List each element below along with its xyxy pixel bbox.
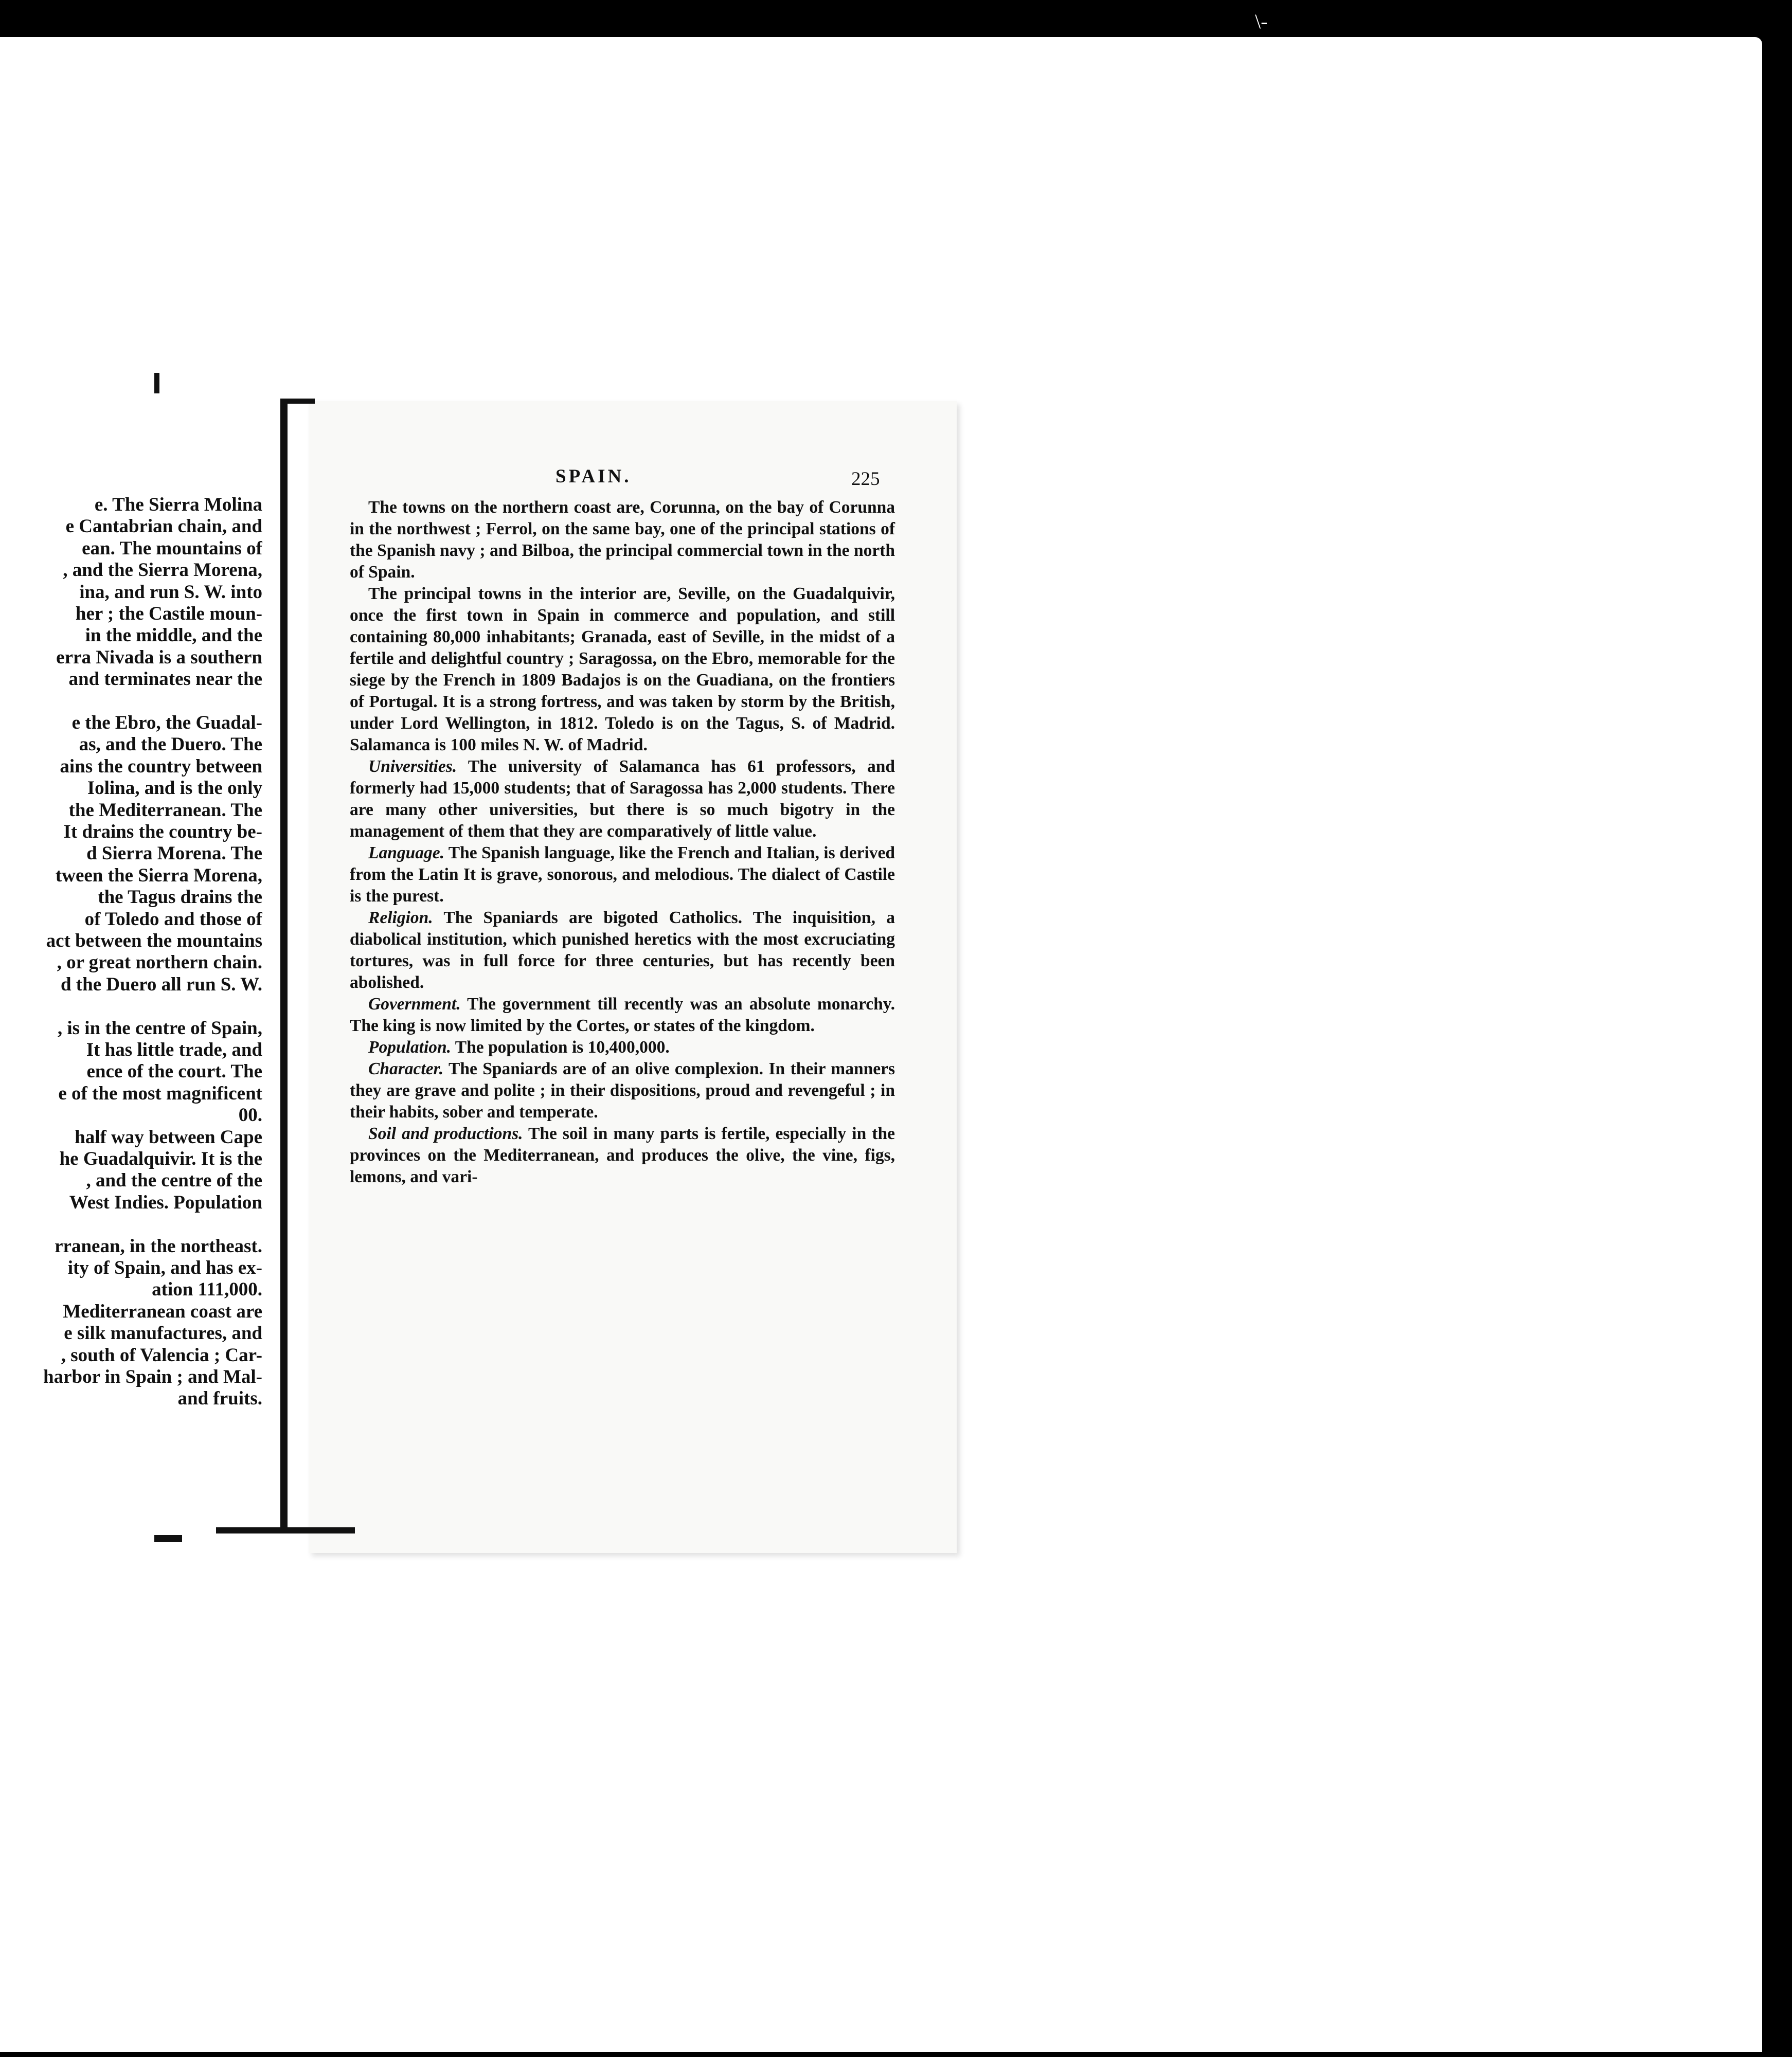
left-page-line: , or great northern chain.	[57, 952, 262, 973]
section-heading: Character.	[368, 1059, 444, 1078]
page-border-bottom	[216, 1527, 355, 1533]
left-page-line: Iolina, and is the only	[87, 778, 262, 799]
left-page-line: the Tagus drains the	[98, 887, 262, 908]
left-page-line: e. The Sierra Molina	[94, 494, 262, 515]
left-page-line: ity of Spain, and has ex-	[67, 1257, 262, 1278]
scan-mark-bottom: ● ● ● ●	[998, 2029, 1097, 2048]
page-border-line	[280, 399, 288, 1532]
left-page-line: Mediterranean coast are	[63, 1301, 262, 1322]
page-number: 225	[851, 468, 880, 490]
paragraph-text: The Spaniards are of an olive complexion. In their manners they are grave and polite ; in their dispositions, proud and revengeful ; in their habits, sober and temperate.	[350, 1059, 895, 1122]
page-border-top	[284, 399, 315, 404]
left-page-line: in the middle, and the	[85, 625, 262, 646]
right-page	[309, 401, 957, 1553]
left-page-line: her ; the Castile moun-	[75, 603, 262, 624]
section-heading: Religion.	[368, 908, 433, 927]
left-page-line: ina, and run S. W. into	[79, 581, 262, 603]
section-heading: Language.	[368, 843, 444, 862]
paragraph-text: The population is 10,400,000.	[451, 1038, 670, 1057]
left-page-line: and terminates near the	[68, 669, 262, 690]
left-page-line: he Guadalquivir. It is the	[59, 1148, 262, 1169]
paragraph-text: The Spanish language, like the French and Italian, is derived from the Latin It is grave, sonorous, and melodious. The dialect of Castile is the purest.	[350, 843, 895, 906]
left-page-line: e Cantabrian chain, and	[65, 516, 262, 537]
paragraph-universities	[350, 756, 895, 842]
left-page-line: rranean, in the northeast.	[55, 1235, 262, 1257]
left-page-line: the Mediterranean. The	[68, 799, 262, 821]
left-page-line: half way between Cape	[75, 1126, 262, 1148]
left-page-line: e silk manufactures, and	[64, 1323, 262, 1344]
paragraph-text: The Spaniards are bigoted Catholics. The inquisition, a diabolical institution, which punished heretics with the most excruciating tortures, was in full force for three centuries, but has recently been abolished.	[350, 908, 895, 992]
running-head: SPAIN.	[555, 466, 632, 487]
left-page-line: e the Ebro, the Guadal-	[71, 712, 262, 733]
left-page-line: and fruits.	[177, 1388, 262, 1410]
left-page-mark-bottom	[154, 1535, 182, 1542]
section-heading: Population.	[368, 1038, 452, 1057]
paragraph-population	[350, 1037, 895, 1058]
left-page-line: ence of the court. The	[86, 1061, 262, 1082]
left-page-line: ation 111,000.	[152, 1279, 262, 1301]
paragraph-character	[350, 1058, 895, 1123]
left-page-line: as, and the Duero. The	[79, 734, 262, 755]
page-body	[350, 497, 895, 1188]
paragraph-text: The university of Salamanca has 61 professors, and formerly had 15,000 students; that of Saragossa has 2,000 students. There are many other universities, but there is so much bigotry in the management of them that they are comparatively of little value.	[350, 757, 895, 841]
left-page-line: West Indies. Population	[69, 1192, 262, 1213]
left-page-line: e of the most magnificent	[58, 1082, 262, 1104]
section-heading: Universities.	[368, 757, 457, 776]
paragraph-language	[350, 842, 895, 907]
paragraph-soil	[350, 1123, 895, 1188]
paragraph-coastal-towns: The towns on the northern coast are, Corunna, on the bay of Corunna in the northwest ; Ferrol, on the same bay, one of the principal stations of the Spanish navy ; and Bilboa, the principal commercial town in the north of Spain.	[350, 498, 895, 582]
left-page-line: d Sierra Morena. The	[86, 843, 262, 864]
left-page-line: ean. The mountains of	[82, 537, 262, 559]
paragraph-interior-towns: The principal towns in the interior are, Seville, on the Guadalquivir, once the first town in Spain in commerce and population, and still containing 80,000 inhabitants; Granada, east of Seville, in the midst of a fertile and delightful country ; Saragossa, on the Ebro, memorable for the siege by the French in 1809 Badajos is on the Guadiana, on the frontiers of Portugal. It is a strong fortress, and was taken by storm by the British, under Lord Wellington, in 1812. Toledo is on the Tagus, S. of Madrid. Salamanca is 100 miles N. W. of Madrid.	[350, 584, 895, 754]
left-page-line: of Toledo and those of	[84, 908, 262, 930]
left-page-line: ains the country between	[60, 755, 262, 777]
paragraph-text: The soil in many parts is fertile, especially in the provinces on the Mediterranean, and produces the olive, the vine, figs, lemons, and vari-	[350, 1124, 895, 1186]
left-page-line: harbor in Spain ; and Mal-	[43, 1366, 262, 1387]
left-page-line: , and the Sierra Morena,	[63, 560, 262, 581]
left-page-line: tween the Sierra Morena,	[55, 864, 262, 886]
left-page-line: erra Nivada is a southern	[56, 646, 262, 668]
left-page-line: act between the mountains	[46, 930, 262, 951]
section-heading: Government.	[368, 995, 461, 1014]
left-page-line: It drains the country be-	[63, 821, 262, 842]
scan-mark-top: \-	[1255, 10, 1268, 33]
left-page-line: d the Duero all run S. W.	[60, 973, 262, 995]
paragraph-government	[350, 994, 895, 1037]
left-page-line: , is in the centre of Spain,	[57, 1017, 262, 1039]
left-page-line: 00.	[238, 1105, 262, 1126]
left-page-line: , south of Valencia ; Car-	[61, 1344, 262, 1366]
paragraph-text: The government till recently was an absolute monarchy. The king is now limited by the Cortes, or states of the kingdom.	[350, 995, 895, 1035]
left-page-fragment	[0, 494, 262, 1450]
section-heading: Soil and productions.	[368, 1124, 523, 1143]
left-page-mark	[154, 373, 159, 393]
left-page-line: It has little trade, and	[86, 1039, 262, 1060]
paragraph-religion	[350, 907, 895, 994]
left-page-line: , and the centre of the	[86, 1170, 262, 1192]
